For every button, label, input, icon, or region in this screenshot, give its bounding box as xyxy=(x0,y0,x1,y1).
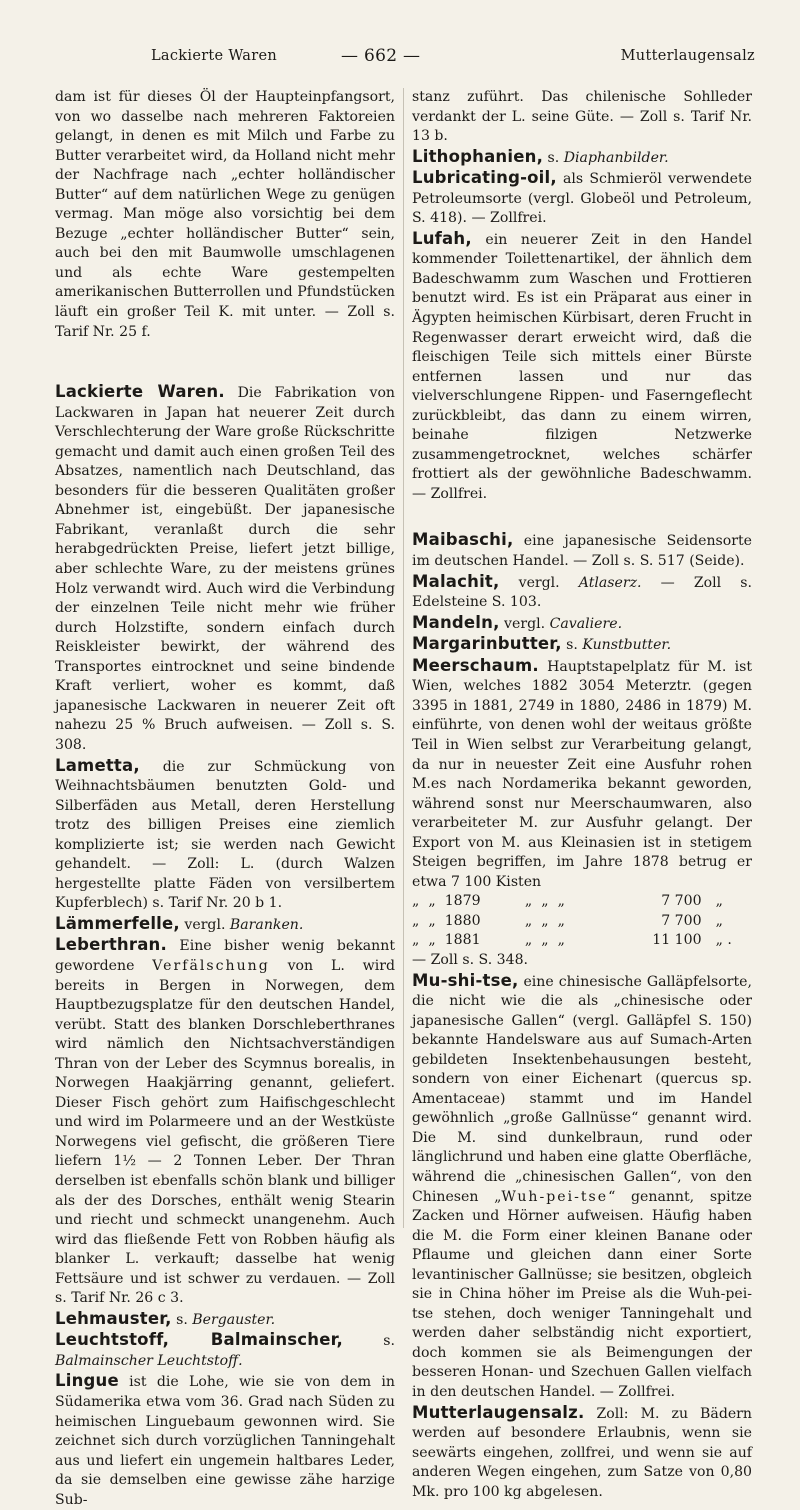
table-cell: 1879 xyxy=(444,893,481,910)
cross-reference: Cavaliere. xyxy=(549,615,623,632)
table-cell: „ xyxy=(557,893,565,910)
entry-text: eine chinesische Galläpfelsorte, die nicht wie die als „chinesische oder japanesische Gallen“ (vergl. Galläpfel S. 150) bekannte Handelsware aus auf Sumach-Arten gebildeten Insektenbehausungen besteht, sondern von einer Eichenart (quercus sp. Amentaceae) stammt und im Handel gewöhnlich „große Gallnüsse“ genannt wird. Die M. sind dunkelbraun, rund oder länglichrund und haben eine glatte Oberfläche, während die „chinesischen Gallen“, von den Chinesen „ xyxy=(412,973,752,1205)
entry-text: Eine bisher wenig bekannt gewordene xyxy=(55,938,395,974)
entry-headword: Lametta, xyxy=(55,755,140,775)
entry-text: s. xyxy=(543,149,564,166)
entry-lingue xyxy=(55,1371,395,1510)
entry-headword: Lämmerfelle, xyxy=(55,913,180,933)
table-cell: „ . xyxy=(715,932,732,949)
table-cell: „ xyxy=(428,932,436,949)
entry-leuchtstoff xyxy=(55,1330,395,1371)
entry-text: die zur Schmückung von Weihnachtsbäumen benutzten Gold- und Silberfäden aus Metall, deren Herstellung trotz des billigen Preises eine ziemlich komplizierte ist; sie werden nach Gewicht gehandelt. — Zoll: L. (durch Walzen hergestellte platte Fäden von versilbertem Kupferblech) s. Tarif Nr. 20 b 1. xyxy=(55,758,395,912)
entry-lackierte-waren xyxy=(55,382,395,755)
entry-text: s. xyxy=(561,637,583,654)
entry-lubricating-oil xyxy=(412,168,752,229)
cross-reference: Diaphanbilder. xyxy=(563,149,669,166)
entry-text: ist die Lohe, wie sie von dem in Südamerika etwa vom 36. Grad nach Süden zu heimischen Linguebaum gewonnen wird. Sie zeichnet sich durch vorzüglichen Tanningehalt aus und liefert ein ungemein haltbares Leder, da sie demselben eine gewisse zähe harzige Sub- xyxy=(55,1374,395,1508)
entry-headword: Leberthran. xyxy=(55,935,167,955)
entry-malachit xyxy=(412,572,752,613)
meerschaum-zoll: — Zoll s. S. 348. xyxy=(412,951,529,968)
running-head-right: Mutterlaugensalz xyxy=(620,48,755,64)
table-cell: „ xyxy=(715,893,723,910)
continued-paragraph: dam ist für dieses Öl der Haupteinpfangsort, von wo dasselbe nach mehreren Faktoreien gelangt, in denen es mit Milch und Farbe zu Butter verarbeitet wird, da Holland nicht mehr der Nachfrage nach „echter holländischer Butter“ auf dem natürlichen Wege zu genügen vermag. Man möge also vorsichtig bei dem Bezuge „echter holländischer Butter“ sein, auch bei den mit Baumwolle umschlagenen und als echte Ware gestempelten amerikanischen Butterrollen und Pfundstücken läuft ein großer Teil K. mit unter. — Zoll s. Tarif Nr. 25 f. xyxy=(55,89,395,340)
entry-mu-shi-tse xyxy=(412,971,752,1403)
cross-reference: Balmainscher Leuchtstoff. xyxy=(55,1352,243,1369)
entry-headword: Malachit, xyxy=(412,571,500,591)
page-number: — 662 — xyxy=(341,46,421,66)
export-table xyxy=(412,892,752,951)
table-cell: 1881 xyxy=(444,932,481,949)
entry-lufah xyxy=(412,229,752,505)
table-cell: „ xyxy=(541,912,549,929)
table-cell: „ xyxy=(557,932,565,949)
entry-mandeln xyxy=(412,613,752,635)
entry-headword: Mu-shi-tse, xyxy=(412,970,519,990)
entry-mutterlaugensalz xyxy=(412,1403,752,1503)
table-cell: 11 100 xyxy=(652,932,702,949)
entry-meerschaum xyxy=(412,656,752,893)
entry-text: ein neuerer Zeit in den Handel kommender Toilettenartikel, der ähnlich dem Badeschwamm zum Waschen und Frottieren benutzt wird. Es ist ein Präparat aus einer in Ägypten heimischen Kürbisart, deren Frucht in Regenwasser derart erweicht wird, daß die fleischigen Teile sich mittels einer Bürste entfernen lassen und nur das vielverschlungene Rippen- und Faserngeflecht zurückbleibt, das dann zu einem wirren, beinahe filzigen Netzwerke zusammengetrocknet, welches schärfer frottiert als der gewöhnliche Badeschwamm. — Zollfrei. xyxy=(412,231,752,502)
entry-text: von L. wird bereits in Bergen in Norwegen, dem Hauptbezugsplatze für den deutschen Handel, verübt. Statt des blanken Dorschleberthranes wird nämlich den Nichtsachverständigen Thran von der Leber des Scymnus borealis, in Norwegen Haakjärring genannt, geliefert. Dieser Fisch gehört zum Haifischgeschlecht und wird im Polarmeere und an der Westküste Norwegens viel gefischt, die größeren Tiere liefern 1½ — 2 Tonnen Leber. Der Thran derselben ist ebenfalls schön blank und billiger als der des Dorsches, enthält wenig Stearin und riecht und schmeckt unangenehm. Auch wird das fließende Fett von Robben häufig als blanker L. verkauft; dasselbe hat wenig Fettsäure und ist schwer zu verdauen. — Zoll s. Tarif Nr. 26 c 3. xyxy=(55,957,395,1307)
entry-headword: Lingue xyxy=(55,1371,119,1391)
entry-text: “ genannt, spitze Zacken und Hörner aufweisen. Häufig haben die M. die Form einer kleinen Banane oder Pflaume und gleichen dann einer Sorte levantinischer Gallnüsse; sie besitzen, obgleich sie in China höher im Preise als die Wuh-pei-tse stehen, doch weniger Tanningehalt und werden daher selbständig nicht exportiert, doch kommen sie als Beimengungen der besseren Honan- und Szechuen Gallen vielfach in den deutschen Handel. — Zollfrei. xyxy=(412,1188,753,1400)
left-column xyxy=(55,88,395,1510)
table-cell: 7 700 xyxy=(661,912,702,929)
entry-text: vergl. xyxy=(179,916,230,933)
entry-text: — Zoll s. Edelsteine S. 103. xyxy=(412,574,753,611)
spaced-emphasis: Wuh-pei-tse xyxy=(501,1188,609,1205)
entry-headword: Leuchtstoff, Balmainscher, xyxy=(55,1330,343,1350)
table-cell: „ xyxy=(524,932,533,949)
table-cell: „ xyxy=(428,912,436,929)
table-cell: „ xyxy=(428,893,436,910)
entry-headword: Maibaschi, xyxy=(412,530,514,550)
entry-headword: Lehmauster, xyxy=(55,1308,172,1328)
table-row xyxy=(412,931,752,951)
entry-headword: Mutterlaugensalz. xyxy=(412,1402,585,1422)
entry-headword: Mandeln, xyxy=(412,612,500,632)
entry-headword: Meerschaum. xyxy=(412,655,539,675)
entry-margarinbutter xyxy=(412,634,752,656)
entry-text: Zoll: M. zu Bädern werden auf besondere Erlaubnis, wenn sie seewärts eingehen, zollfrei, und wenn sie auf anderen Wegen eingehen, zum Satze von 0,80 Mk. pro 100 kg abgelesen. xyxy=(412,1405,752,1500)
entry-text: eine japanesische Seidensorte im deutschen Handel. — Zoll s. S. 517 (Seide). xyxy=(412,533,752,570)
entry-lithophanien xyxy=(412,147,752,169)
table-cell: „ xyxy=(524,893,533,910)
entry-headword: Lufah, xyxy=(412,228,472,248)
entry-text: Die Fabrikation von Lackwaren in Japan hat neuerer Zeit durch Verschlechterung der Ware große Rückschritte gemacht und damit auch einen großen Teil des Absatzes, namentlich nach Deutschland, das besonders für die besseren Qualitäten großer Abnehmer ist, eingebüßt. Der japanesische Fabrikant, veranlaßt durch die sehr herabgedrückten Preise, liefert jetzt billige, aber schlechte Ware, zu der meistens grünes Holz verwandt wird. Auch wird die Verbindung der einzelnen Teile nicht mehr wie früher durch Holzstifte, sondern einfach durch Reiskleister bewirkt, der während des Transportes eintrocknet und seine bindende Kraft verliert, woher es kommt, daß japanesische Lackwaren in neuerer Zeit oft nahezu 25 % Bruch aufweisen. — Zoll s. S. 308. xyxy=(55,385,396,753)
entry-headword: Lithophanien, xyxy=(412,146,544,166)
continued-paragraph: stanz zuführt. Das chilenische Sohlleder verdankt der L. seine Güte. — Zoll s. Tarif Nr. 13 b. xyxy=(412,89,752,145)
entry-headword: Lackierte Waren. xyxy=(55,382,225,402)
entry-text: Hauptstapelplatz für M. ist Wien, welches 1882 3054 Meterztr. (gegen 3395 in 1881, 2749 in 1880, 2486 in 1879) M. einführte, von denen wohl der weitaus größte Teil in Wien selbst zur Verarbeitung gelangt, da nur in neuester Zeit eine Ausfuhr rohen M.es nach Nordamerika bekannt geworden, während sonst nur Meerschaumwaren, also verarbeiteter M. zur Ausfuhr gelangt. Der Export von M. aus Kleinasien ist in stetigem Steigen begriffen, im Jahre 1878 betrug er etwa 7 100 Kisten xyxy=(412,658,752,890)
table-cell: „ xyxy=(412,932,420,949)
entry-text: vergl. xyxy=(499,615,550,632)
entry-headword: Margarinbutter, xyxy=(412,634,562,654)
table-row xyxy=(412,892,752,912)
table-cell: „ xyxy=(715,912,723,929)
entry-headword: Lubricating-oil, xyxy=(412,168,557,188)
cross-reference: Atlaserz. xyxy=(578,574,642,591)
spaced-emphasis: Verfälschung xyxy=(152,957,270,974)
cross-reference: Kunstbutter. xyxy=(582,637,672,654)
entry-leberthran xyxy=(55,935,395,1308)
table-cell: „ xyxy=(524,912,533,929)
entry-maibaschi xyxy=(412,530,752,571)
running-head xyxy=(55,48,755,70)
entry-text: s. xyxy=(343,1333,395,1350)
table-cell: 1880 xyxy=(444,912,481,929)
entry-lehmauster xyxy=(55,1309,395,1331)
cross-reference: Bergauster. xyxy=(192,1311,276,1328)
entry-laemmerfelle xyxy=(55,914,395,936)
table-cell: „ xyxy=(557,912,565,929)
cross-reference: Baranken. xyxy=(229,916,304,933)
column-divider xyxy=(403,88,404,1228)
running-head-left: Lackierte Waren xyxy=(151,48,277,64)
entry-text: s. xyxy=(171,1311,193,1328)
table-cell: 7 700 xyxy=(661,893,702,910)
table-row xyxy=(412,912,752,932)
entry-text: vergl. xyxy=(499,574,579,591)
entry-text: als Schmieröl verwendete Petroleumsorte (vergl. Globeöl und Petroleum, S. 418). — Zollfrei. xyxy=(412,171,752,227)
right-column xyxy=(412,88,752,1502)
table-cell: „ xyxy=(541,932,549,949)
table-cell: „ xyxy=(541,893,549,910)
entry-lametta xyxy=(55,756,395,914)
table-cell: „ xyxy=(412,912,420,929)
table-cell: „ xyxy=(412,893,420,910)
